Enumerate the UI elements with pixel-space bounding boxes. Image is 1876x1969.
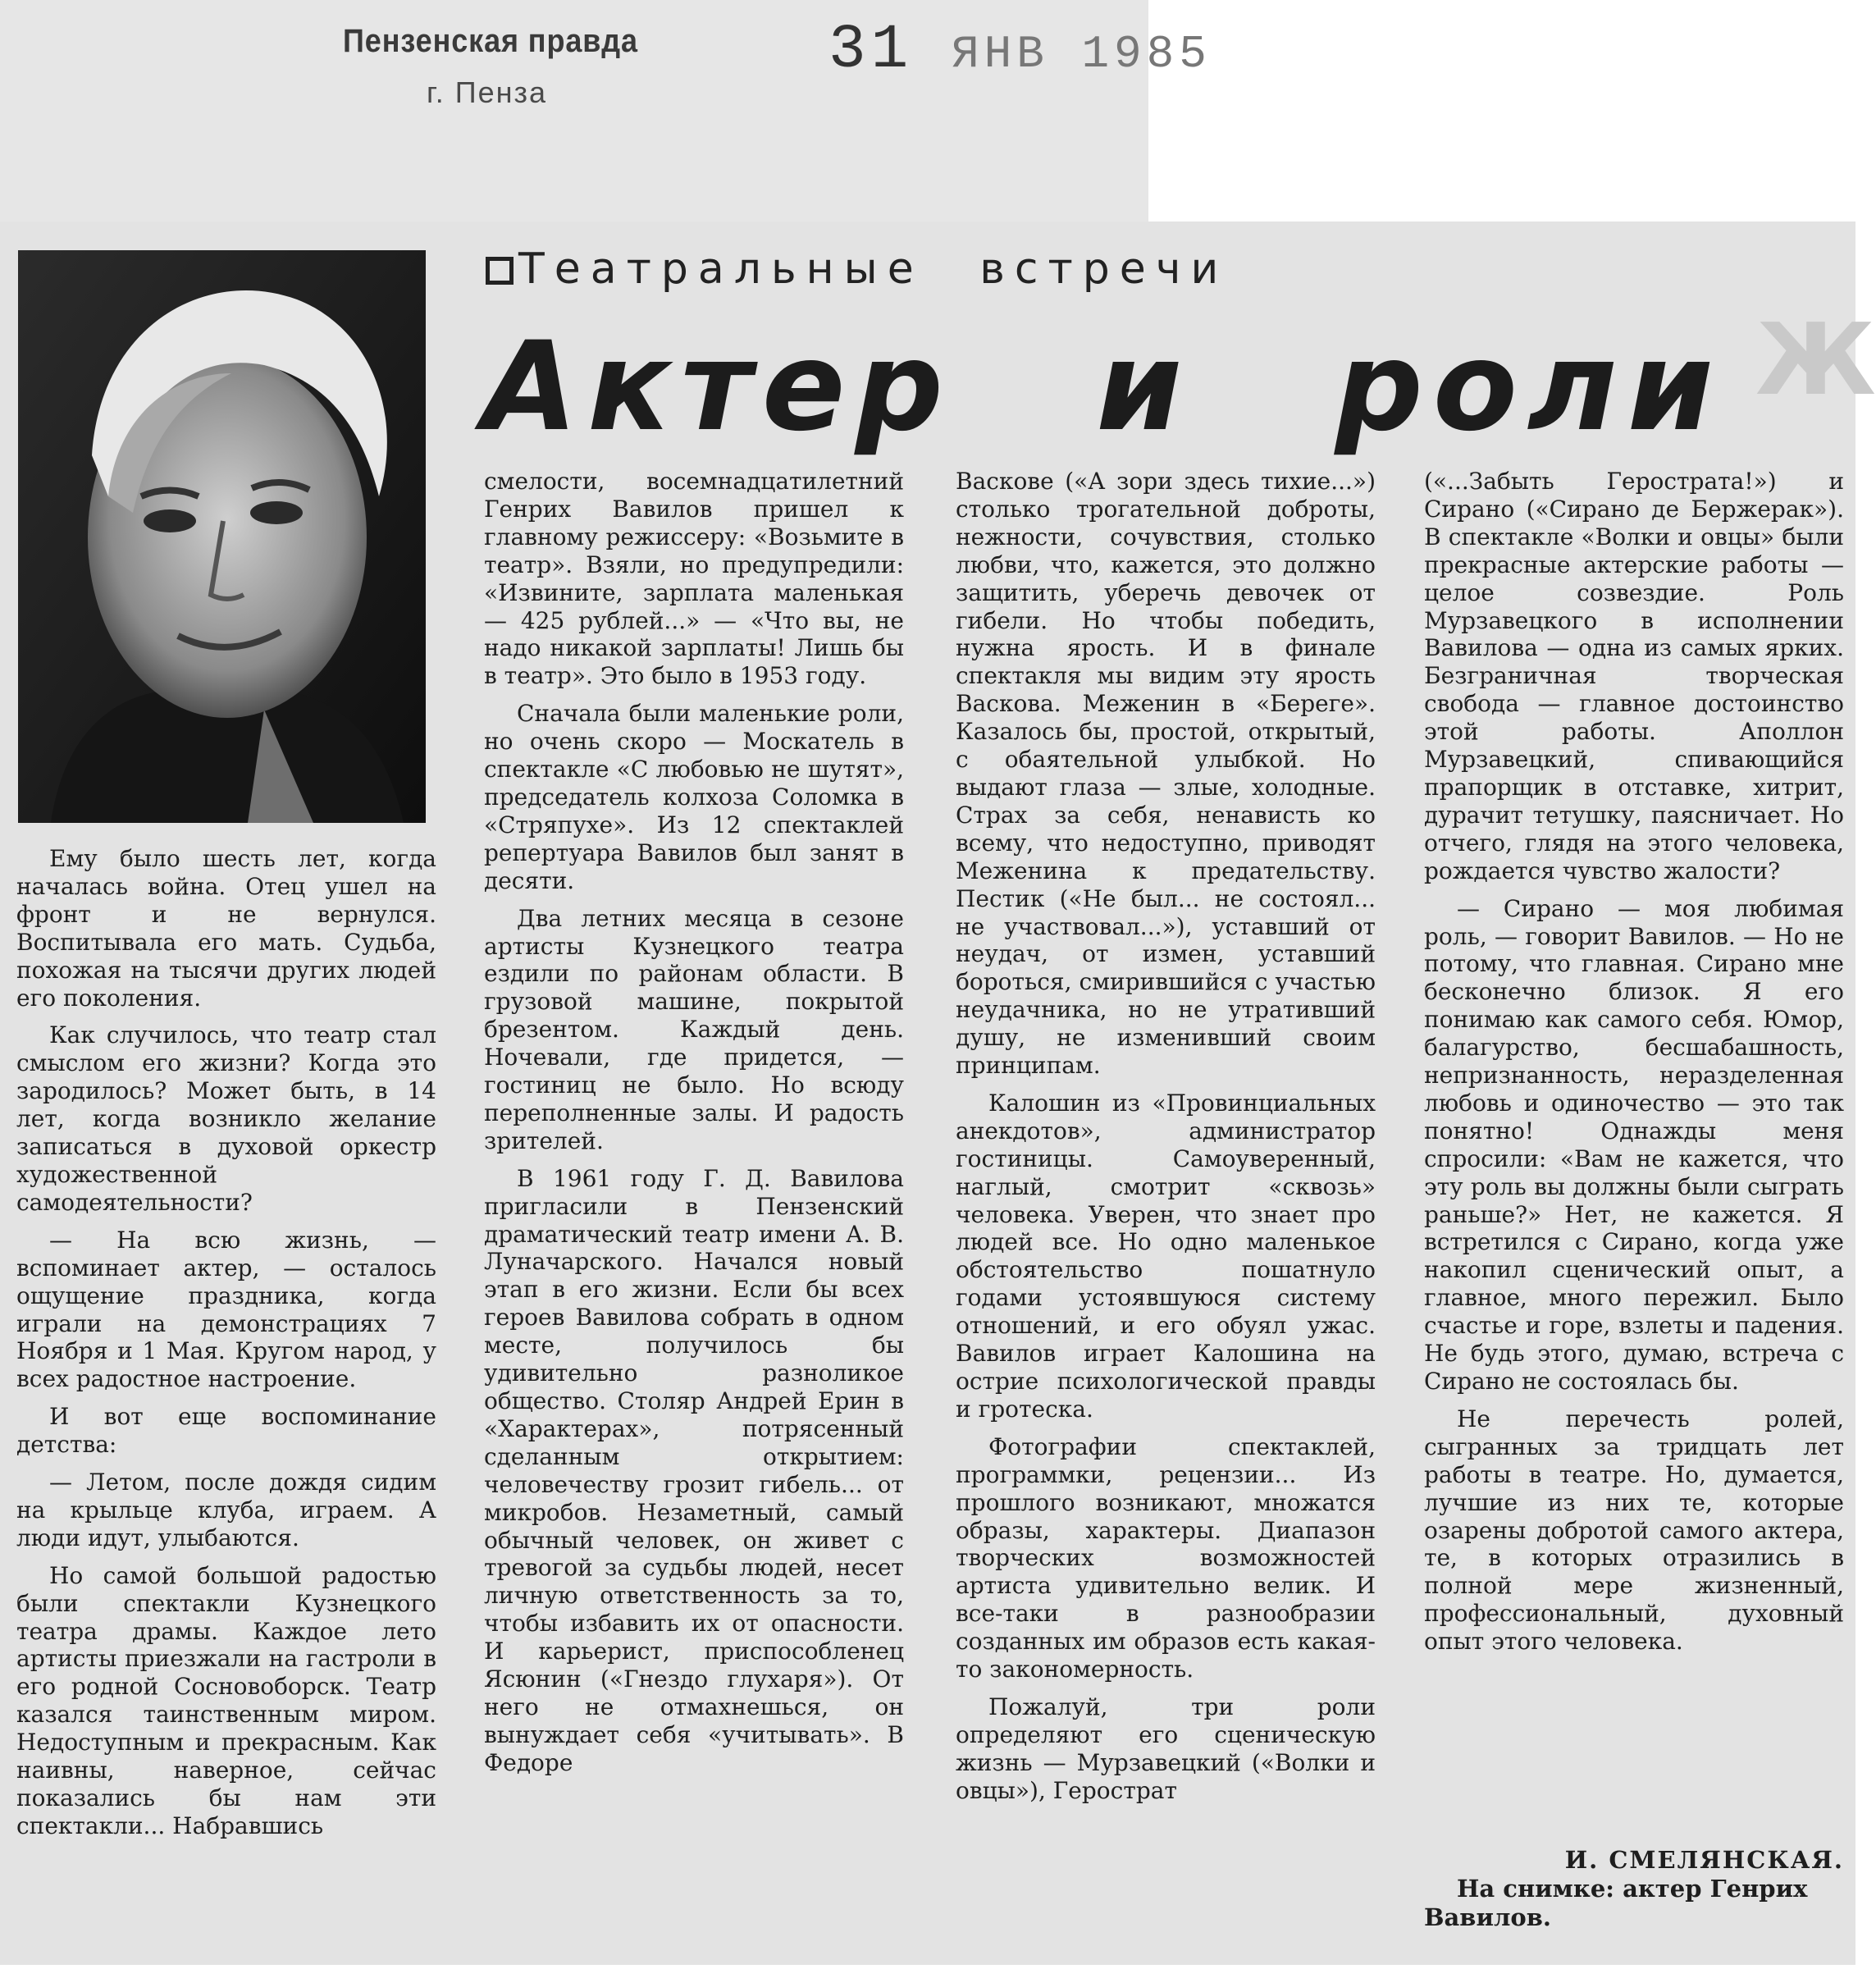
paragraph: смелости, восемнадцатилетний Генрих Вавилов пришел к главному режиссеру: «Возьмите в театр». Взяли, но предупредили: «Извините, зарплата маленькая — 425 рублей...» — «Что вы, не надо никакой зарплаты! Лишь бы в театр». Это было в 1953 году. xyxy=(484,468,904,690)
paragraph: В 1961 году Г. Д. Вавилова пригласили в Пензенский драматический театр имени А. В. Луначарского. Начался новый этап в его жизни. Если бы всех героев Вавилова собрать в одном месте, получилось бы удивительно разноликое общество. Столяр Андрей Ерин в «Характерах», потрясенный сделанным открытием: человечеству грозит гибель... от микробов. Незаметный, самый обычный человек, он живет с тревогой за судьбы людей, несет личную ответственность за то, чтобы избавить их от опасности. И карьерист, приспособленец Ясюнин («Гнездо глухаря»). От него не отмахнешься, он вынуждает себя «учитывать». В Федоре xyxy=(484,1164,904,1776)
article-column-3 xyxy=(956,468,1376,1805)
article-column-4 xyxy=(1424,468,1844,1656)
paragraph: Ему было шесть лет, когда началась война. Отец ушел на фронт и не вернулся. Воспитывала его мать. Судьба, похожая на тысячи других людей его поколения. xyxy=(16,845,436,1012)
date-stamp-month-year: ЯНВ 1985 xyxy=(952,28,1212,80)
actor-photo xyxy=(18,250,426,823)
paragraph: И вот еще воспоминание детства: xyxy=(16,1403,436,1459)
paragraph: («...Забыть Герострата!») и Сирано («Сирано де Бержерак»). В спектакле «Волки и овцы» были прекрасные актерские работы — целое созвездие. Роль Мурзавецкого в исполнении Вавилова — одна из самых ярких. Безграничная творческая свобода — главное достоинство этой работы. Аполлон Мурзавецкий, спивающийся прапорщик в отставке, хитрит, дурачит тетушку, паясничает. Но отчего, глядя на этого человека, рождается чувство жалости? xyxy=(1424,468,1844,884)
paragraph: Пожалуй, три роли определяют его сценическую жизнь — Мурзавецкий («Волки и овцы»), Герострат xyxy=(956,1693,1376,1804)
article-column-2 xyxy=(484,468,904,1777)
rubric-heading xyxy=(486,244,1228,294)
rubric-text: Театральные встречи xyxy=(518,244,1229,294)
date-stamp-day: 31 xyxy=(828,15,914,85)
paragraph: Сначала были маленькие роли, но очень скоро — Москатель в спектакле «С любовью не шутят», председатель колхоза Соломка в «Стряпухе». Из 12 спектаклей репертуара Вавилов был занят в десяти. xyxy=(484,700,904,894)
actor-portrait-illustration xyxy=(18,250,426,823)
rubric-square-icon xyxy=(486,257,514,285)
bleed-through-letters: Ж xyxy=(1755,304,1876,418)
paragraph: Фотографии спектаклей, программки, рецензии... Из прошлого возникают, множатся образы, характеры. Диапазон творческих возможностей артиста удивительно велик. И все-таки в разнообразии созданных им образов есть какая-то закономерность. xyxy=(956,1432,1376,1683)
article-column-1 xyxy=(16,845,436,1840)
paragraph: Васкове («А зори здесь тихие...») столько трогательной доброты, нежности, сочувствия, столько любви, что, кажется, это должно защитить, уберечь девочек от гибели. Но чтобы победить, нужна ярость. И в финале спектакля мы видим эту ярость Васкова. Меженин в «Береге». Казалось бы, простой, открытый, с обаятельной улыбкой. Но выдают глаза — злые, холодные. Страх за себя, ненависть ко всему, что недоступно, приводят Меженина к предательству. Пестик («Не был... не состоял... не участвовал...»), уставший от неудач, от измен, уставший бороться, смирившийся с участью неудачника, но не утративший душу, не изменивший своим принципам. xyxy=(956,468,1376,1080)
date-stamp xyxy=(828,15,1212,85)
paragraph: — На всю жизнь, — вспоминает актер, — осталось ощущение праздника, когда играли на демонстрациях 7 Ноября и 1 Мая. Кругом народ, у всех радостное настроение. xyxy=(16,1226,436,1393)
paragraph: — Летом, после дождя сидим на крыльце клуба, играем. А люди идут, улыбаются. xyxy=(16,1469,436,1551)
paragraph: Два летних месяца в сезоне артисты Кузнецкого театра ездили по районам области. В грузовой машине, покрытой брезентом. Каждый день. Ночевали, где придется, — гостиниц не было. Но всюду переполненные залы. И радость зрителей. xyxy=(484,904,904,1154)
paragraph: Но самой большой радостью были спектакли Кузнецкого театра драмы. Каждое лето артисты приезжали на гастроли в его родной Сосновоборск. Театр казался таинственным миром. Недоступным и прекрасным. Как наивны, наверное, сейчас показались бы нам эти спектакли... Набравшись xyxy=(16,1561,436,1839)
photo-caption: На снимке: актер Генрих Вавилов. xyxy=(1424,1875,1808,1931)
paragraph: — Сирано — моя любимая роль, — говорит Вавилов. — Но не потому, что главная. Сирано мне бесконечно близок. Я его понимаю как самого себя. Юмор, балагурство, бесшабашность, непризнанность, неразделенная любовь и одиночество — это так понятно! Однажды меня спросили: «Вам не кажется, что эту роль вы должны были сыграть раньше?» Нет, не кажется. Я встретился с Сирано, когда уже накопил сценический опыт, а главное, много пережил. Было счастье и горе, взлеты и падения. Не будь этого, думаю, встреча с Сирано не состоялась бы. xyxy=(1424,894,1844,1395)
paragraph: Не перечесть ролей, сыгранных за тридцать лет работы в театре. Но, думается, лучшие из них те, которые озарены добротой самого актера, те, в которых отразились в полной мере жизненный, профессиональный, духовный опыт этого человека. xyxy=(1424,1405,1844,1656)
paragraph: Как случилось, что театр стал смыслом его жизни? Когда это зародилось? Может быть, в 14 лет, когда возникло желание записаться в духовой оркестр художественной самодеятельности? xyxy=(16,1021,436,1216)
article-headline: Актер и роли xyxy=(482,316,1723,459)
article-signature xyxy=(1424,1846,1844,1932)
newspaper-name-stamp: Пензенская правда xyxy=(343,23,638,59)
author-name: И. СМЕЛЯНСКАЯ. xyxy=(1564,1846,1844,1874)
paragraph: Калошин из «Провинциальных анекдотов», администратор гостиницы. Самоуверенный, наглый, смотрит «сквозь» человека. Уверен, что знает про людей все. Но одно маленькое обстоятельство пошатнуло годами устоявшуюся систему отношений, и его обуял ужас. Вавилов играет Калошина на острие психологической правды и гротеска. xyxy=(956,1089,1376,1423)
city-stamp: г. Пенза xyxy=(427,75,548,109)
